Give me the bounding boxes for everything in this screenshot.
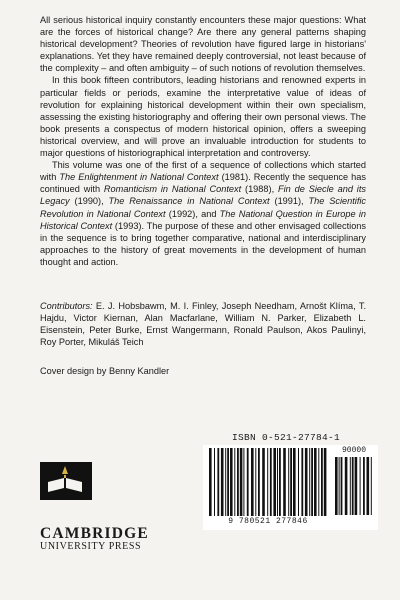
- barcode-bar: [255, 448, 256, 516]
- barcode-bar: [221, 448, 224, 516]
- book-title: The Renaissance in National Context: [108, 196, 270, 207]
- barcode-bar: [243, 448, 244, 516]
- barcode-bar: [277, 448, 278, 516]
- barcode-bar: [298, 448, 299, 516]
- barcode-bar: [240, 448, 243, 516]
- barcode-bar: [273, 448, 276, 516]
- barcode-bar: [350, 457, 351, 515]
- text-run: (1988),: [241, 184, 278, 195]
- barcode-bar: [339, 457, 340, 515]
- barcode-bar: [225, 448, 226, 516]
- barcode-bar: [311, 448, 313, 516]
- publisher-name: [40, 525, 149, 552]
- barcode-bar: [309, 448, 310, 516]
- text-run: (1991),: [269, 196, 309, 207]
- barcode-bar: [247, 448, 249, 516]
- barcode-bar: [371, 457, 372, 515]
- book-title: The Enlightenment in National Context: [59, 172, 219, 183]
- text-run: All serious historical inquiry constantly encounters these major questions: What are the forces of historical change? Are there any general patterns shaping historical development? Theories of revolution have figured large in historians' explanations. Yet they have remained deeply controversial, not least because of the complexity – and often ambiguity – of such notions of revolution themselves.: [40, 15, 366, 74]
- book-title: The National Question in Europe in Historical Context: [40, 208, 366, 231]
- barcode: [203, 445, 378, 530]
- text-run: (1992), and: [165, 208, 220, 219]
- barcode-bar: [305, 448, 308, 516]
- blurb-text: [40, 14, 366, 268]
- barcode-bar: [367, 457, 370, 515]
- barcode-bar: [314, 448, 317, 516]
- barcode-bar: [352, 457, 354, 515]
- barcode-bar: [217, 448, 219, 516]
- text-run: (1981). Recently the sequence has continued with: [40, 172, 366, 195]
- barcode-bar: [341, 457, 343, 515]
- isbn-text: ISBN 0-521-27784-1: [231, 432, 341, 443]
- barcode-bar: [209, 448, 212, 516]
- barcode-bar: [355, 457, 358, 515]
- barcode-bar: [262, 448, 265, 516]
- publisher-line-2: UNIVERSITY PRESS: [40, 541, 142, 552]
- cover-design-credit: Cover design by Benny Kandler: [40, 366, 170, 376]
- supplement-barcode-bars: [335, 457, 373, 515]
- barcode-bar: [288, 448, 289, 516]
- text-run: In this book fifteen contributors, leading historians and renowned experts in particular fields or periods, examine the interpretative value of ideas of revolution for explaining historical development within their own specialism, assessing the existing historiography and offering their own personal views. The book presents a conspectus of modern historical opinion, offers a sweeping historical overview, and will prove an invaluable introduction for students to major questions of historiographical interpretation and controversy.: [40, 75, 366, 159]
- book-title: Romanticism in National Context: [103, 184, 242, 195]
- barcode-bar: [283, 448, 286, 516]
- barcode-bar: [324, 448, 327, 516]
- barcode-bar: [237, 448, 239, 516]
- barcode-bar: [234, 448, 235, 516]
- barcode-bars: [209, 448, 329, 516]
- barcode-bar: [267, 448, 268, 516]
- barcode-bar: [293, 448, 296, 516]
- book-title: Fin de Siecle and its Legacy: [40, 184, 366, 207]
- contributors-names: E. J. Hobsbawm, M. I. Finley, Joseph Needham, Arnošt Klíma, T. Hajdu, Victor Kiernan, Alan Macfarlane, William N. Parker, Elizabeth L. Eisenstein, Peter Burke, Ernst Wangermann, Ronald Paulson, Akos Paulinyi, Roy Porter, Mikuláš Teich: [40, 301, 366, 348]
- text-run: (1990),: [69, 196, 109, 207]
- book-title: The Scientific Revolution in National Context: [40, 196, 367, 219]
- barcode-bar: [290, 448, 292, 516]
- barcode-bar: [227, 448, 229, 516]
- barcode-bar: [321, 448, 323, 516]
- barcode-bar: [301, 448, 303, 516]
- barcode-number: 9 780521 277846: [228, 517, 308, 526]
- barcode-bar: [230, 448, 233, 516]
- barcode-bar: [251, 448, 254, 516]
- barcode-bar: [270, 448, 272, 516]
- barcode-bar: [279, 448, 281, 516]
- paragraph: [40, 74, 366, 159]
- contributors-list: [40, 300, 366, 348]
- paragraph: [40, 159, 366, 268]
- barcode-bar: [335, 457, 338, 515]
- barcode-bar: [345, 457, 348, 515]
- paragraph: [40, 14, 366, 74]
- text-run: This volume was one of the first of a sequence of collections which started with: [40, 160, 366, 183]
- contributors-label: Contributors:: [40, 301, 93, 311]
- barcode-bar: [318, 448, 319, 516]
- barcode-bar: [363, 457, 365, 515]
- text-run: (1993). The purpose of these and other envisaged collections in the sequence is to bring together comparative, national and interdisciplinary approaches to the history of great movements in the development of human thought and action.: [40, 220, 367, 267]
- supplement-number: 90000: [341, 446, 366, 455]
- publisher-line-1: CAMBRIDGE: [40, 525, 149, 542]
- barcode-bar: [360, 457, 361, 515]
- barcode-bar: [258, 448, 260, 516]
- cambridge-logo-icon: [40, 462, 92, 500]
- barcode-bar: [214, 448, 215, 516]
